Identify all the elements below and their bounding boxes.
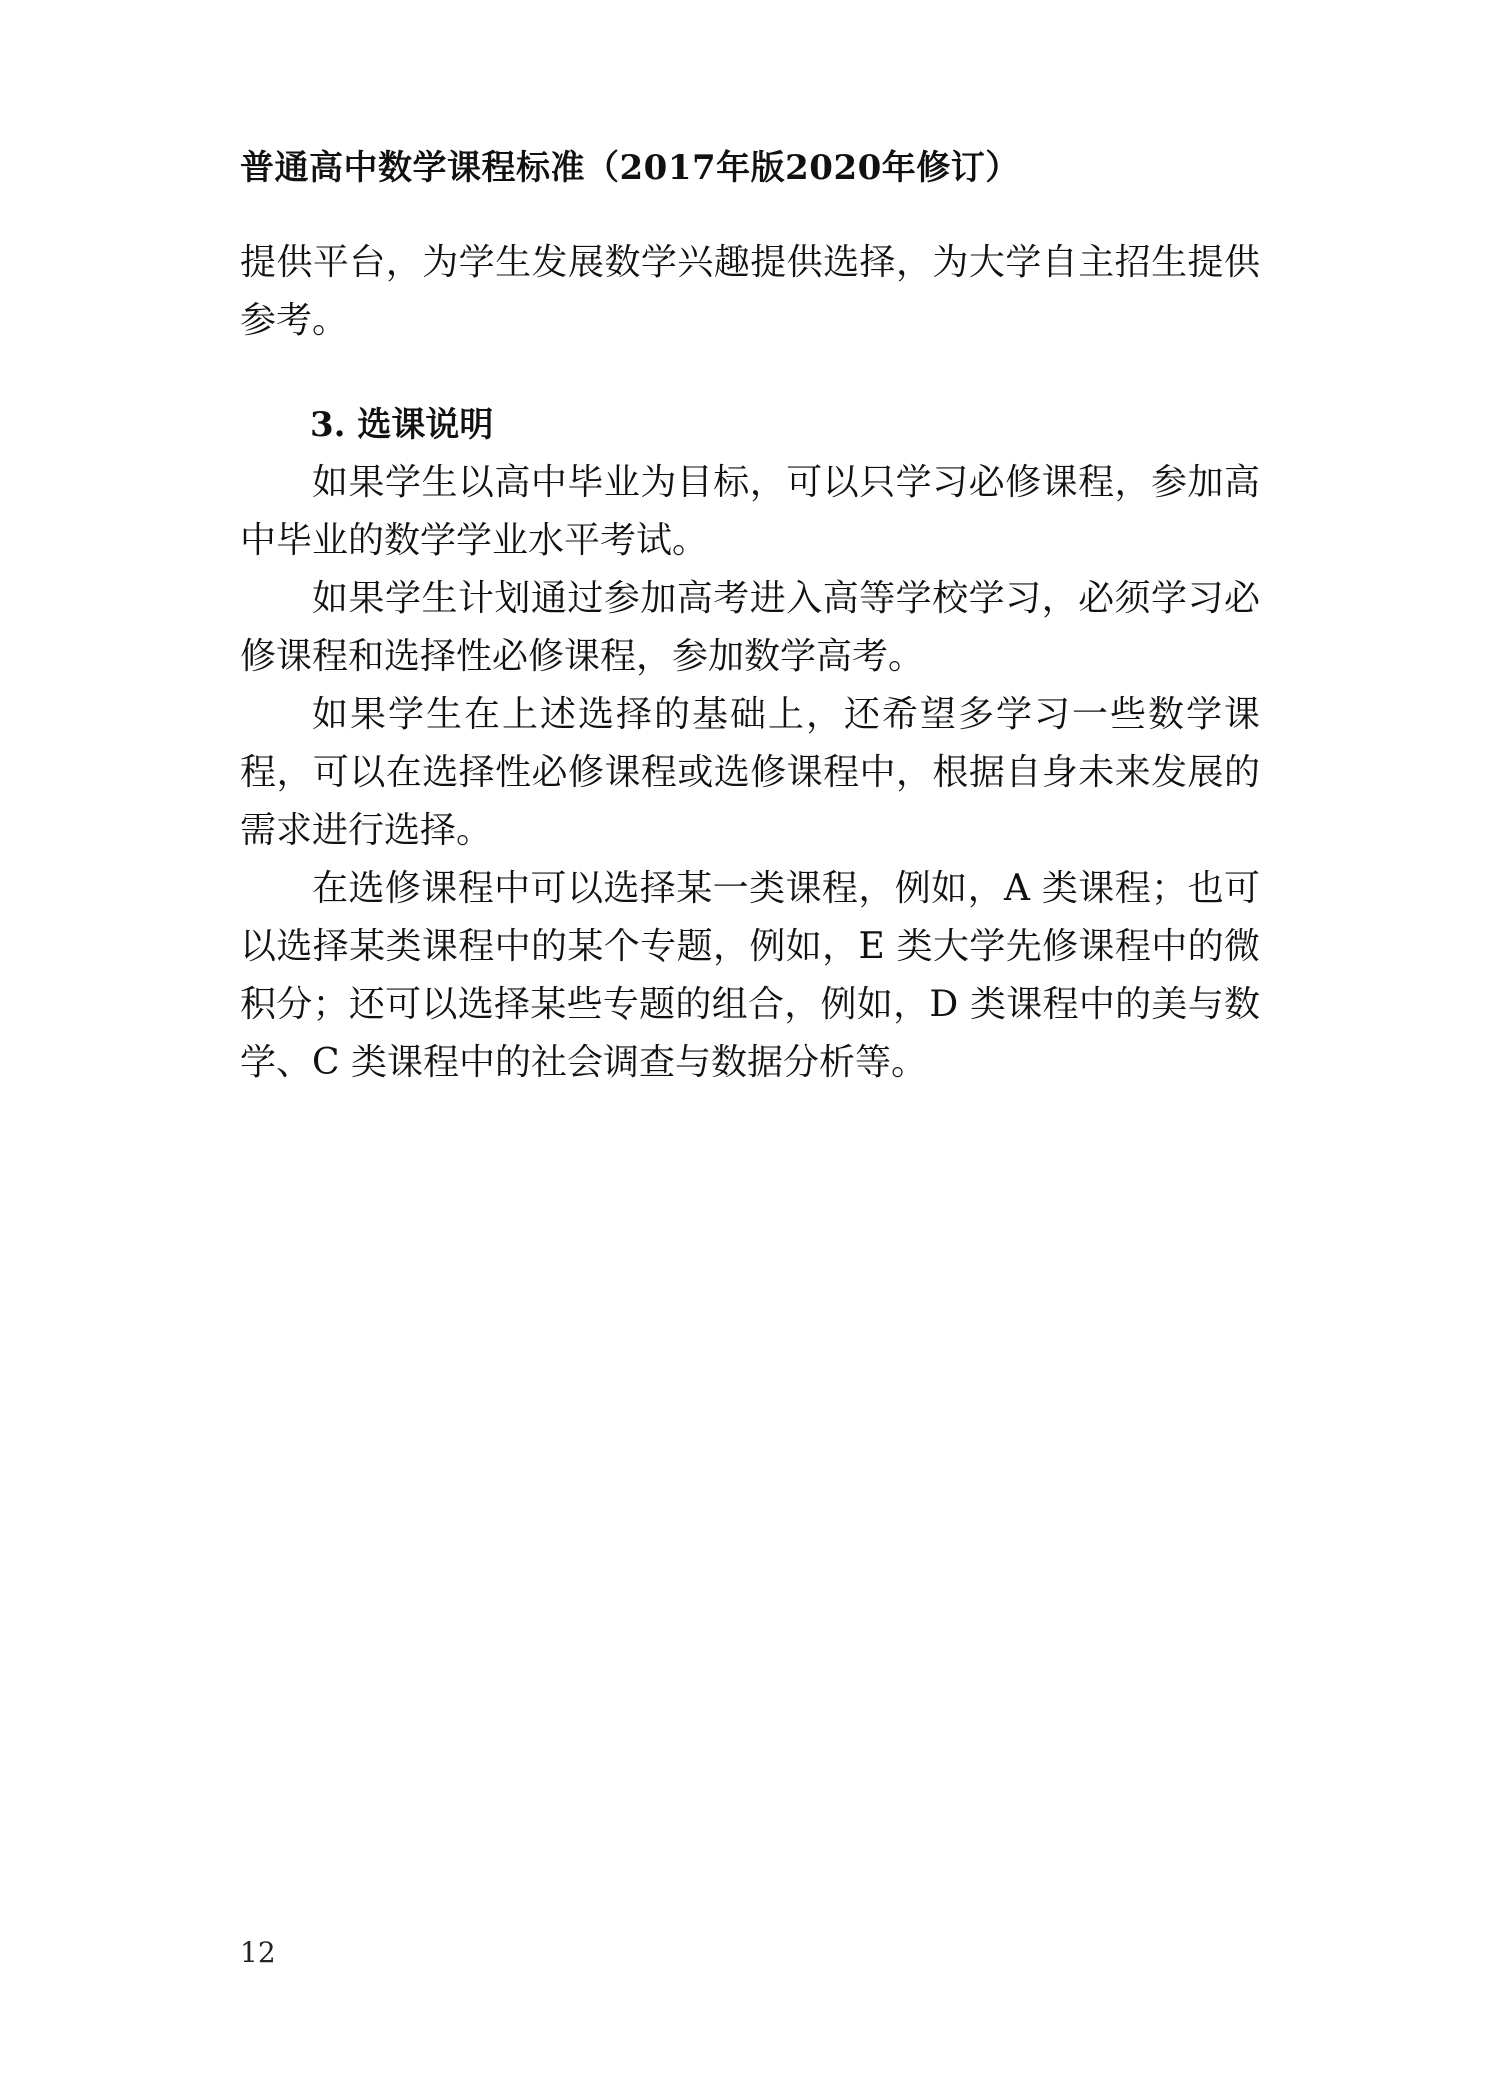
page-number: 12 [240, 1936, 276, 1969]
page-body [240, 234, 1260, 1092]
section-heading: 3. 选课说明 [310, 405, 494, 445]
paragraph-elective-choices: 在选修课程中可以选择某一类课程，例如，A 类课程；也可以选择某类课程中的某个专题，例如，E 类大学先修课程中的微积分；还可以选择某些专题的组合，例如，D 类课程中的美与数学、C 类课程中的社会调查与数据分析等。 [240, 868, 1260, 1083]
paragraph-gaokao: 如果学生计划通过参加高考进入高等学校学习，必须学习必修课程和选择性必修课程，参加数学高考。 [240, 578, 1260, 677]
intro-paragraph: 提供平台，为学生发展数学兴趣提供选择，为大学自主招生提供参考。 [240, 242, 1260, 341]
paragraph-additional-study: 如果学生在上述选择的基础上，还希望多学习一些数学课程，可以在选择性必修课程或选修课程中，根据自身未来发展的需求进行选择。 [240, 694, 1260, 851]
running-header: 普通高中数学课程标准（2017年版2020年修订） [240, 148, 1020, 188]
paragraph-graduation: 如果学生以高中毕业为目标，可以只学习必修课程，参加高中毕业的数学学业水平考试。 [240, 462, 1260, 561]
